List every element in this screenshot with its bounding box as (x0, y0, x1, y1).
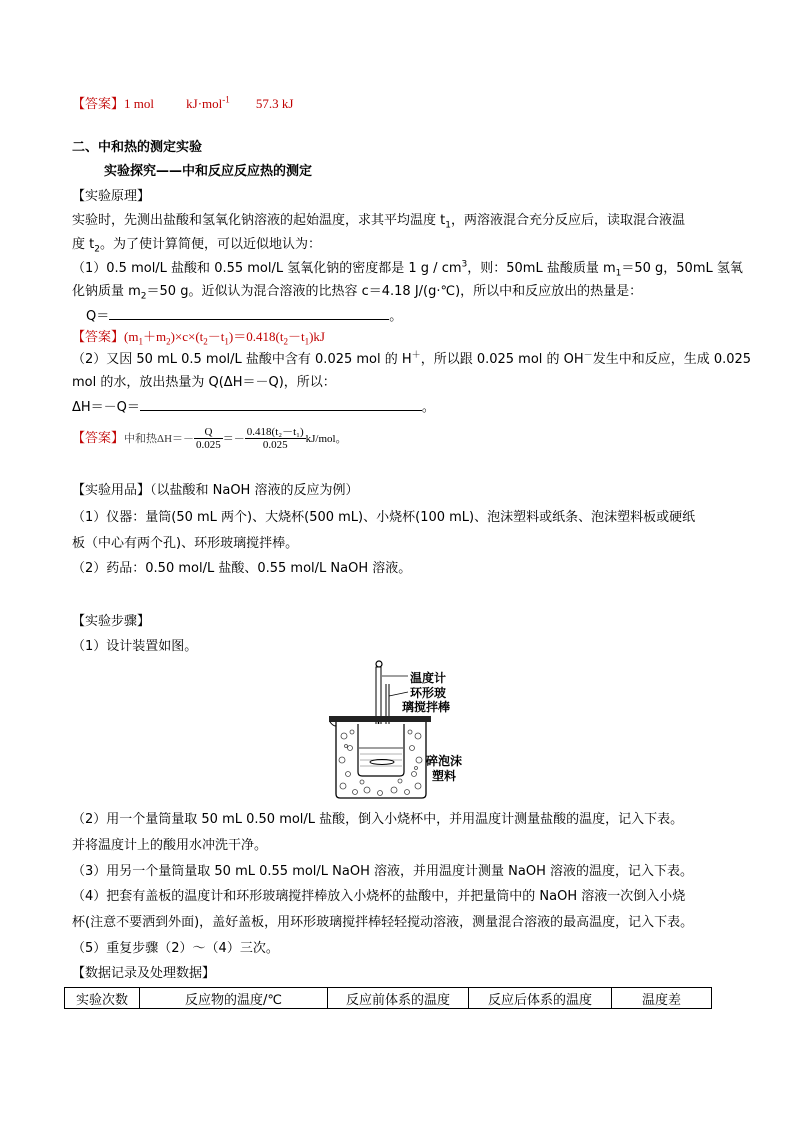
answer-value-1: 1 mol (124, 96, 154, 111)
supplies-line-1: （1）仪器：量筒(50 mL 两个)、大烧杯(500 mL)、小烧杯(100 mL)、泡沫塑料或纸条、泡沫塑料板或硬纸 (72, 510, 696, 525)
principle-point-2-cont: mol 的水，放出热量为 Q(ΔH＝－Q)，所以： (72, 375, 336, 390)
section-heading: 二、中和热的测定实验 (72, 140, 203, 155)
q-blank (109, 307, 389, 320)
label-foam-2: 塑料 (432, 769, 457, 783)
step-3: （3）用另一个量筒量取 50 mL 0.55 mol/L NaOH 溶液，并用温度计测量 NaOH 溶液的温度，记入下表。 (72, 864, 693, 879)
fraction-q: $\frac{Q}{0.025}$ (196, 426, 221, 451)
answer-value-3: 57.3 kJ (255, 96, 294, 111)
answer-line-1 (72, 96, 293, 113)
label-thermometer: 温度计 (410, 671, 447, 685)
step-1: （1）设计装置如图。 (72, 639, 198, 654)
section-subheading: 实验探究——中和反应反应热的测定 (104, 164, 313, 179)
dh-blank-line: ΔH＝－Q＝ 。 (72, 400, 435, 415)
supplies-line-3: （2）药品：0.50 mol/L 盐酸、0.55 mol/L NaOH 溶液。 (72, 561, 412, 576)
label-stirrer-2: 璃搅拌棒 (402, 700, 451, 714)
dh-blank (140, 398, 422, 411)
step-2: （2）用一个量筒量取 50 mL 0.50 mol/L 盐酸，倒入小烧杯中，并用温度计测量盐酸的温度，记入下表。 (72, 812, 684, 827)
principle-point-1-cont: 化钠质量 $m_2=50$ g。近似认为混合溶液的比热容 c＝4.18 J/(g·℃)，所以中和反应放出的热量是： (72, 284, 643, 302)
fraction-heat: $\frac{\text{0.418(t₂－t₁)}}{0.025}$ (246, 426, 304, 451)
principle-heading: 【实验原理】 (72, 189, 151, 204)
label-stirrer-1: 环形玻 (410, 686, 447, 700)
principle-line-1: 实验时，先测出盐酸和氢氧化钠溶液的起始温度，求其平均温度 $t_1$，两溶液混合充分反应后，读取混合液温 (72, 213, 685, 231)
step-4: （4）把套有盖板的温度计和环形玻璃搅拌棒放入小烧杯的盐酸中，并把量筒中的 NaOH 溶液一次倒入小烧 (72, 889, 686, 904)
label-foam-1: 碎泡沫 (426, 754, 463, 768)
principle-line-2: 度 $t_2$。为了使计算简便，可以近似地认为： (72, 237, 321, 255)
answer-value-2: kJ·mol$^{-1}$ (186, 94, 230, 111)
principle-point-2: （2）又因 50 mL 0.5 mol/L 盐酸中含有 0.025 mol 的 H＋，所以跟 0.025 mol 的 OH－发生中和反应，生成 0.025 (72, 350, 752, 367)
data-record-heading: 【数据记录及处理数据】 (72, 966, 216, 981)
answer-line-2: 【答案】$(m_1+m_2)\times c\times(t_2-t_1)=0.418(t_2-t_1)kJ$ (72, 329, 325, 347)
table-header-cell: 反应后体系的温度 (469, 988, 612, 1009)
heat-formula: $(m_1+m_2)\times c\times(t_2-t_1)=0.418(t_2-t_1)kJ$ (124, 329, 325, 347)
table-header-cell: 实验次数 (65, 988, 140, 1009)
q-blank-line: Q＝ 。 (86, 309, 403, 324)
step-5: （5）重复步骤（2）～（4）三次。 (72, 941, 279, 956)
step-2-cont: 并将温度计上的酸用水冲洗干净。 (72, 838, 268, 853)
supplies-heading: 【实验用品】（以盐酸和 NaOH 溶液的反应为例） (72, 483, 359, 498)
principle-point-1: （1）0.5 mol/L 盐酸和 0.55 mol/L 氢氧化钠的密度都是 1 g / $cm^3$，则：50mL 盐酸质量 $m_1=50$ g，50mL 氢氧 (72, 259, 743, 279)
table-header-cell: 反应物的温度/℃ (140, 988, 328, 1009)
supplies-line-2: 板（中心有两个孔)、环形玻璃搅拌棒。 (72, 536, 299, 551)
apparatus-figure (322, 656, 472, 804)
step-4-cont: 杯(注意不要洒到外面)，盖好盖板，用环形玻璃搅拌棒轻轻搅动溶液，测量混合溶液的最高温度，记入下表。 (72, 915, 694, 930)
answer-tag: 【答案】 (72, 97, 125, 112)
steps-heading: 【实验步骤】 (72, 614, 151, 629)
table-header-cell: 温度差 (612, 988, 712, 1009)
answer-line-3: 【答案】中和热ΔH＝－ $\frac{Q}{0.025}$ ＝－ $\frac{\text{0.418(t₂－t₁)}}{0.025}$ kJ/mol。 (72, 426, 347, 451)
table-header-row (65, 988, 712, 1009)
data-record-table (64, 987, 712, 1009)
table-header-cell: 反应前体系的温度 (328, 988, 469, 1009)
